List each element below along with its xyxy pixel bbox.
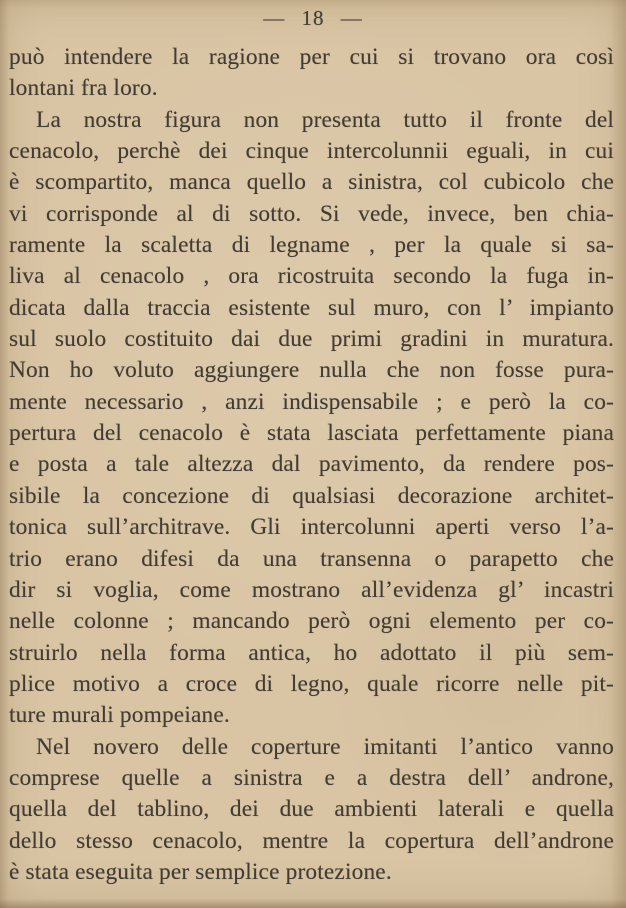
text-line: dir si voglia, come mostrano all’evidenza gl’ incastri — [9, 576, 614, 603]
text-line: Nel novero delle coperture imitanti l’antico vanno — [36, 733, 614, 760]
text-line: plice motivo a croce di legno, quale ricorre nelle pit- — [9, 670, 614, 697]
text-line: La nostra figura non presenta tutto il fronte del — [36, 106, 614, 133]
text-line: sul suolo costituito dai due primi gradini in muratura. — [9, 326, 614, 353]
text-line: è scompartito, manca quello a sinistra, col cubicolo che — [9, 169, 614, 196]
text-line: nelle colonne ; mancando però ogni elemento per co- — [9, 608, 614, 635]
text-line: ramente la scaletta di legname , per la quale si sa- — [9, 232, 614, 259]
page-number: — 18 — — [263, 6, 363, 30]
paragraph — [9, 42, 614, 105]
text-line: lontani fra loro. — [9, 75, 158, 102]
text-line: sibile la concezione di qualsiasi decorazione architet- — [9, 482, 614, 509]
text-line: può intendere la ragione per cui si trovano ora così — [9, 44, 614, 70]
paragraph — [9, 105, 614, 732]
text-line: tonica sull’architrave. Gli intercolunni aperti verso l’a- — [9, 514, 614, 541]
text-line: quella del tablino, dei due ambienti laterali e quella — [9, 796, 614, 823]
text-line: dicata dalla traccia esistente sul muro, con l’ impianto — [9, 294, 614, 321]
text-line: vi corrisponde al di sotto. Si vede, invece, ben chia- — [9, 200, 614, 227]
text-line: pertura del cenacolo è stata lasciata perfettamente piana — [9, 420, 614, 447]
text-line: Non ho voluto aggiungere nulla che non fosse pura- — [9, 357, 614, 384]
text-line: ture murali pompeiane. — [9, 702, 230, 729]
text-block — [9, 42, 614, 888]
text-line: cenacolo, perchè dei cinque intercolunnii eguali, in cui — [9, 138, 614, 165]
text-line: liva al cenacolo , ora ricostruita secondo la fuga in- — [9, 263, 614, 290]
text-line: e posta a tale altezza dal pavimento, da rendere pos- — [9, 451, 614, 478]
text-line: trio erano difesi da una transenna o parapetto che — [9, 545, 614, 572]
text-line: comprese quelle a sinistra e a destra dell’ androne, — [9, 764, 614, 791]
text-line: dello stesso cenacolo, mentre la copertura dell’androne — [9, 827, 614, 854]
text-line: mente necessario , anzi indispensabile ; e però la co- — [9, 388, 614, 415]
text-line: è stata eseguita per semplice protezione. — [9, 858, 392, 885]
paragraph — [9, 732, 614, 889]
text-line: struirlo nella forma antica, ho adottato il più sem- — [9, 639, 614, 666]
